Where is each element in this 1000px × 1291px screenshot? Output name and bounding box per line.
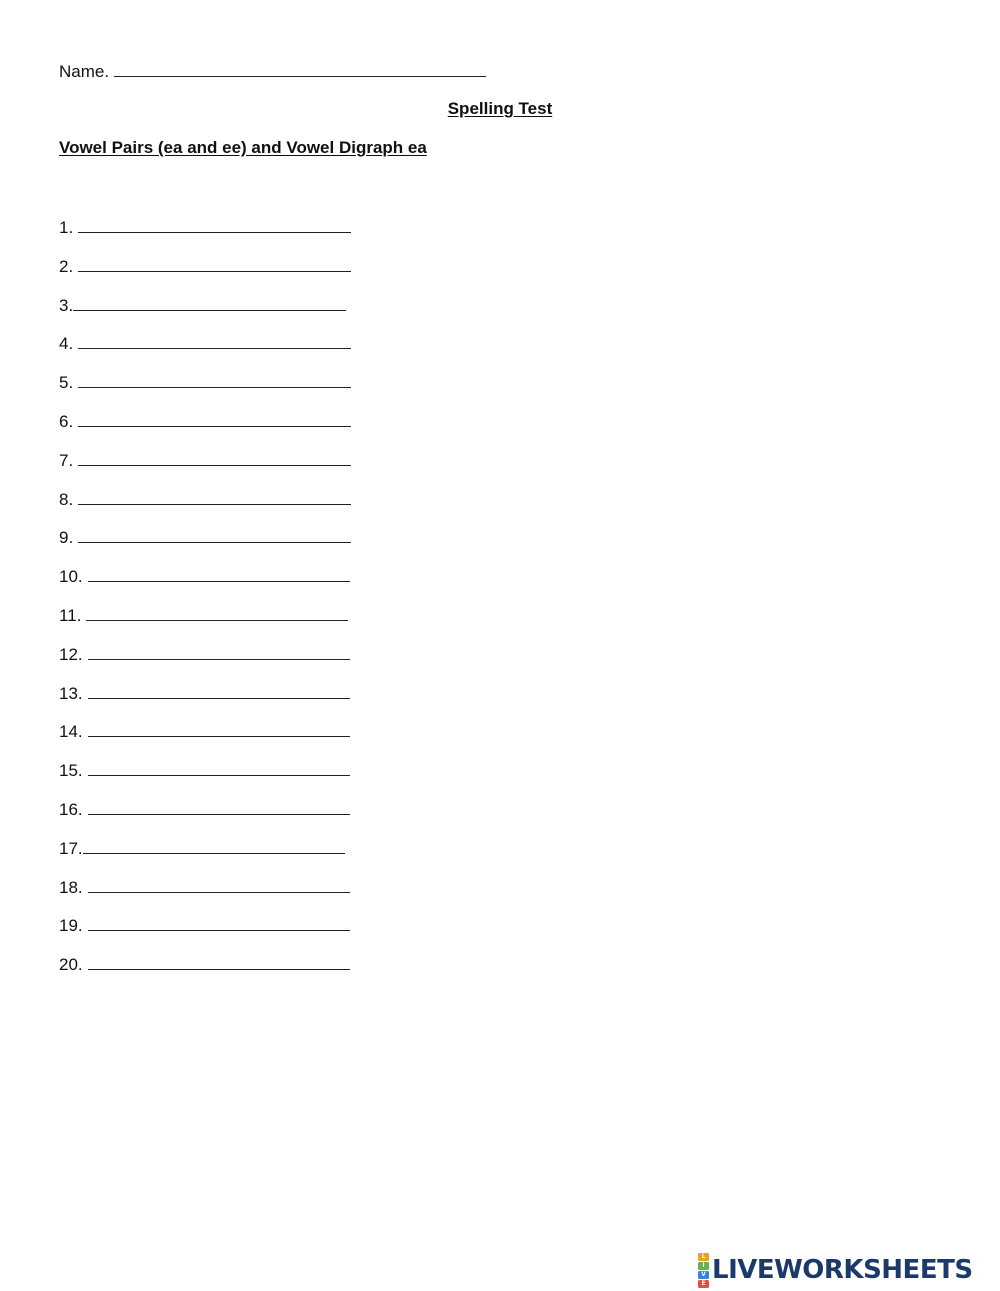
answer-row <box>59 369 351 408</box>
answer-number: 7. <box>59 450 74 470</box>
logo-block: L <box>698 1253 709 1261</box>
answer-blank[interactable] <box>88 563 350 582</box>
answer-blank[interactable] <box>88 796 350 815</box>
answer-row <box>59 408 351 447</box>
answer-blank[interactable] <box>78 524 351 543</box>
answer-blank[interactable] <box>86 602 348 621</box>
answer-number: 19. <box>59 916 83 936</box>
answer-number: 13. <box>59 683 83 703</box>
answer-number: 2. <box>59 256 74 276</box>
answer-number: 14. <box>59 722 83 742</box>
answer-row <box>59 292 351 331</box>
answer-row <box>59 951 351 990</box>
answer-blank[interactable] <box>88 680 350 699</box>
answer-number: 8. <box>59 489 74 509</box>
answer-number: 4. <box>59 334 74 354</box>
answer-row <box>59 912 351 951</box>
page-title-text: Spelling Test <box>447 99 553 118</box>
answer-row <box>59 718 351 757</box>
answer-blank[interactable] <box>73 292 346 311</box>
answer-row <box>59 214 351 253</box>
answer-row <box>59 447 351 486</box>
answer-list <box>59 214 351 990</box>
answer-row <box>59 874 351 913</box>
answer-row <box>59 330 351 369</box>
liveworksheets-logo <box>698 1252 973 1287</box>
answer-number: 6. <box>59 411 74 431</box>
name-line <box>59 58 486 84</box>
answer-number: 9. <box>59 528 74 548</box>
answer-row <box>59 835 351 874</box>
name-label: Name. <box>59 62 110 81</box>
answer-number: 1. <box>59 218 74 237</box>
answer-number: 17. <box>59 838 83 858</box>
answer-number: 18. <box>59 877 83 897</box>
answer-blank[interactable] <box>88 718 350 737</box>
logo-block: V <box>698 1271 709 1279</box>
answer-row <box>59 524 351 563</box>
answer-blank[interactable] <box>78 253 351 272</box>
answer-blank[interactable] <box>78 330 351 349</box>
name-blank[interactable] <box>114 58 486 77</box>
answer-blank[interactable] <box>78 214 351 233</box>
answer-blank[interactable] <box>78 486 351 505</box>
answer-blank[interactable] <box>88 874 350 893</box>
answer-blank[interactable] <box>83 835 345 854</box>
logo-blocks-icon <box>698 1253 709 1288</box>
answer-row <box>59 253 351 292</box>
answer-number: 15. <box>59 761 83 781</box>
answer-blank[interactable] <box>88 641 350 660</box>
logo-block: I <box>698 1262 709 1270</box>
answer-row <box>59 757 351 796</box>
answer-row <box>59 796 351 835</box>
answer-blank[interactable] <box>88 951 350 970</box>
answer-blank[interactable] <box>78 369 351 388</box>
logo-block: E <box>698 1280 709 1288</box>
page-title <box>0 97 1000 121</box>
answer-number: 11. <box>59 605 82 625</box>
answer-number: 5. <box>59 373 74 393</box>
answer-row <box>59 563 351 602</box>
answer-number: 3. <box>59 295 74 315</box>
answer-blank[interactable] <box>88 912 350 931</box>
answer-row <box>59 602 351 641</box>
answer-blank[interactable] <box>78 408 351 427</box>
page-subtitle: Vowel Pairs (ea and ee) and Vowel Digraph ea <box>59 138 427 157</box>
answer-number: 12. <box>59 644 83 664</box>
answer-blank[interactable] <box>78 447 351 466</box>
answer-row <box>59 641 351 680</box>
answer-blank[interactable] <box>88 757 350 776</box>
answer-row <box>59 486 351 525</box>
answer-number: 16. <box>59 799 83 819</box>
answer-number: 10. <box>59 567 83 587</box>
answer-number: 20. <box>59 955 83 975</box>
logo-text: LIVEWORKSHEETS <box>712 1255 973 1285</box>
answer-row <box>59 680 351 719</box>
